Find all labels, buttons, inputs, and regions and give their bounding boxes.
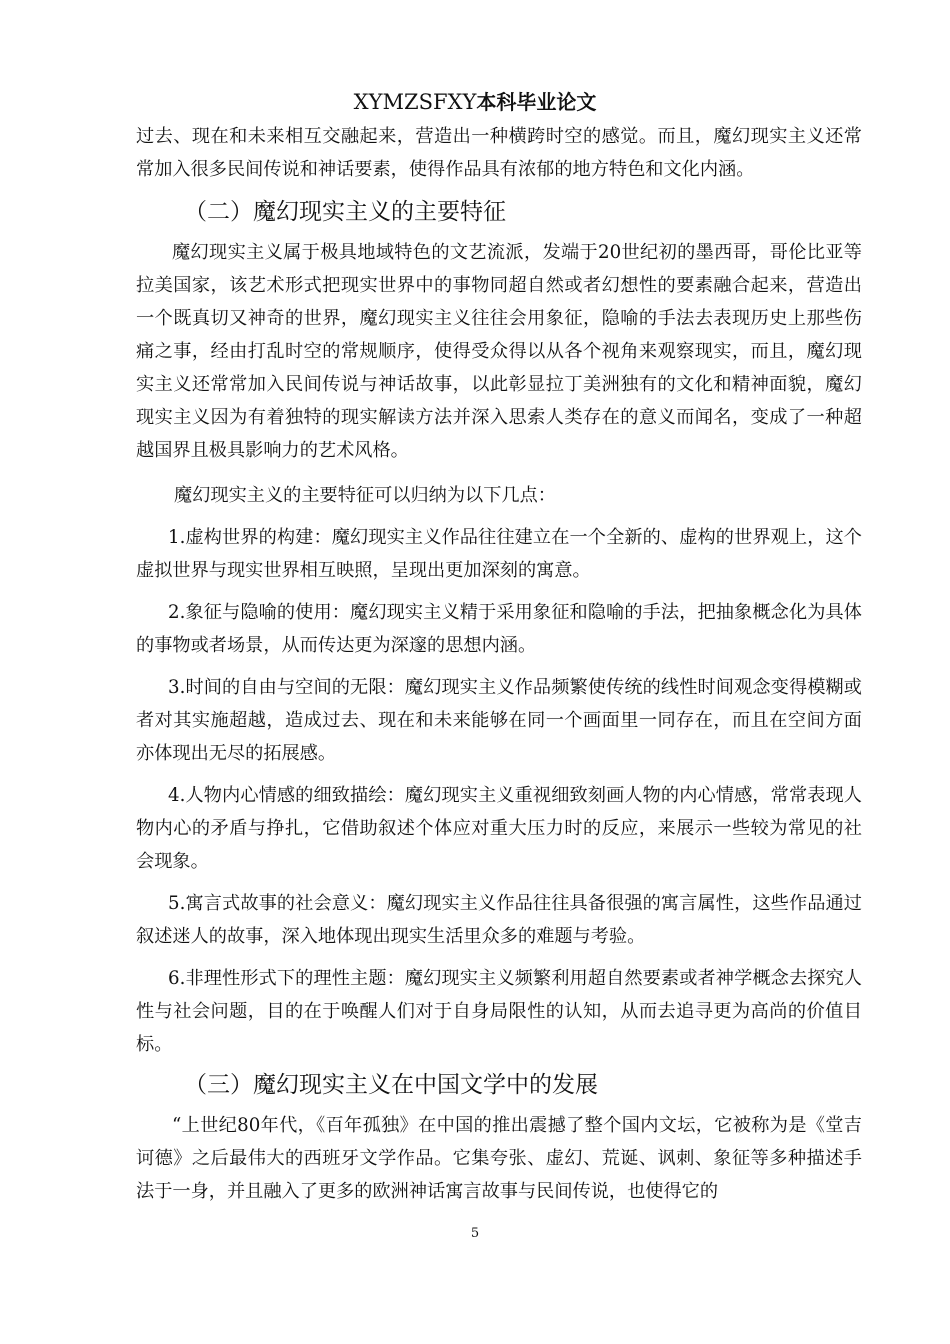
feature-item-5: 5.寓言式故事的社会意义：魔幻现实主义作品往往具备很强的寓言属性，这些作品通过叙述迷人的故事，深入地体现出现实生活里众多的难题与考验。	[136, 893, 862, 947]
main-content	[136, 120, 862, 1208]
carryover-paragraph: 过去、现在和未来相互交融起来，营造出一种横跨时空的感觉。而且，魔幻现实主义还常常加入很多民间传说和神话要素，使得作品具有浓郁的地方特色和文化内涵。	[136, 126, 862, 180]
feature-item-6: 6.非理性形式下的理性主题：魔幻现实主义频繁利用超自然要素或者神学概念去探究人性与社会问题，目的在于唤醒人们对于自身局限性的认知，从而去追寻更为高尚的价值目标。	[136, 968, 862, 1055]
page-header	[0, 86, 950, 115]
page-number: 5	[470, 1226, 480, 1241]
section2-body-paragraph: 魔幻现实主义属于极具地域特色的文艺流派，发端于20世纪初的墨西哥，哥伦比亚等拉美国家，该艺术形式把现实世界中的事物同超自然或者幻想性的要素融合起来，营造出一个既真切又神奇的世界，魔幻现实主义往往会用象征，隐喻的手法去表现历史上那些伤痛之事，经由打乱时空的常规顺序，使得受众得以从各个视角来观察现实，而且，魔幻现实主义还常常加入民间传说与神话故事，以此彰显拉丁美洲独有的文化和精神面貌，魔幻现实主义因为有着独特的现实解读方法并深入思索人类存在的意义而闻名，变成了一种超越国界且极具影响力的艺术风格。	[136, 242, 862, 461]
section-heading-3: （三）魔幻现实主义在中国文学中的发展	[184, 1072, 598, 1098]
header-school-code: XYMZSFXY	[353, 90, 477, 114]
feature-item-3: 3.时间的自由与空间的无限：魔幻现实主义作品频繁使传统的线性时间观念变得模糊或者对其实施超越，造成过去、现在和未来能够在同一个画面里一同存在，而且在空间方面亦体现出无尽的拓展感。	[136, 677, 862, 764]
header-title: 本科毕业论文	[476, 90, 597, 114]
features-intro: 魔幻现实主义的主要特征可以归纳为以下几点：	[174, 485, 556, 506]
section-heading-2: （二）魔幻现实主义的主要特征	[184, 199, 506, 225]
feature-item-1: 1.虚构世界的构建：魔幻现实主义作品往往建立在一个全新的、虚构的世界观上，这个虚拟世界与现实世界相互映照，呈现出更加深刻的寓意。	[136, 527, 862, 581]
feature-item-2: 2.象征与隐喻的使用：魔幻现实主义精于采用象征和隐喻的手法，把抽象概念化为具体的事物或者场景，从而传达更为深邃的思想内涵。	[136, 602, 862, 656]
feature-item-4: 4.人物内心情感的细致描绘：魔幻现实主义重视细致刻画人物的内心情感，常常表现人物内心的矛盾与挣扎，它借助叙述个体应对重大压力时的反应，来展示一些较为常见的社会现象。	[136, 785, 862, 872]
section3-body-paragraph: “上世纪80年代，《百年孤独》在中国的推出震撼了整个国内文坛，它被称为是《堂吉诃德》之后最伟大的西班牙文学作品。它集夸张、虚幻、荒诞、讽刺、象征等多种描述手法于一身，并且融入了更多的欧洲神话寓言故事与民间传说，也使得它的	[136, 1115, 862, 1202]
